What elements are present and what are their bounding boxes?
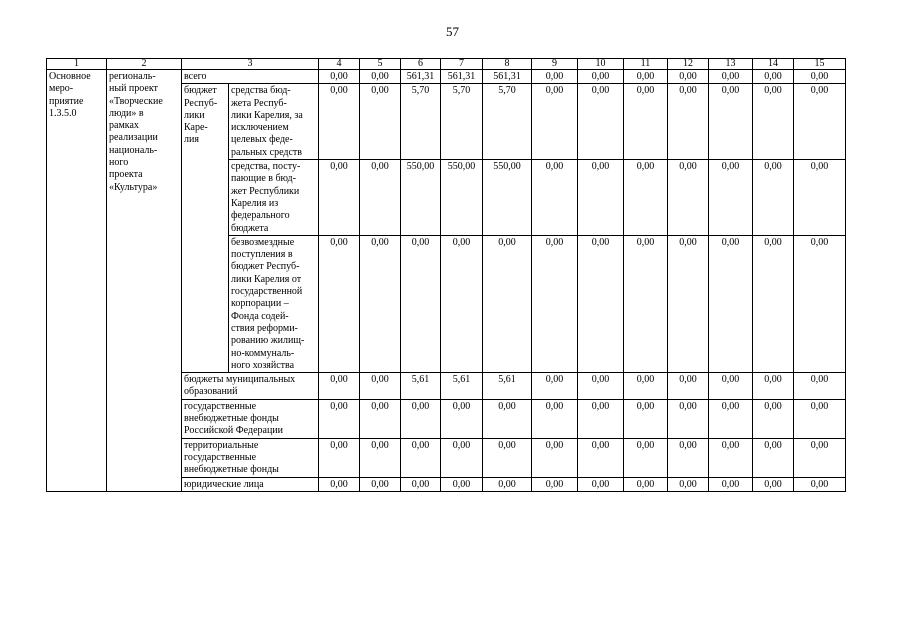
value-cell: 0,00 [794,399,846,438]
value-cell: 0,00 [532,235,578,372]
value-cell: 550,00 [401,160,441,236]
value-cell: 0,00 [319,235,360,372]
value-cell: 0,00 [753,84,794,160]
value-cell: 0,00 [794,438,846,477]
value-cell: 5,70 [401,84,441,160]
row-label: средства бюд- жета Респуб- лики Карелия, за исключением целевых феде- ральных средств [229,84,319,160]
value-cell: 0,00 [401,438,441,477]
row-label: средства, посту- пающие в бюд- жет Республики Карелия из федерального бюджета [229,160,319,236]
value-cell: 5,61 [483,373,532,400]
header-cell: 7 [441,59,483,70]
page-number: 57 [446,24,459,39]
value-cell: 0,00 [401,477,441,491]
value-cell: 0,00 [401,399,441,438]
header-cell: 8 [483,59,532,70]
value-cell: 0,00 [753,160,794,236]
value-cell: 0,00 [794,235,846,372]
header-cell: 6 [401,59,441,70]
value-cell: 0,00 [319,399,360,438]
value-cell: 0,00 [360,84,401,160]
value-cell: 0,00 [709,84,753,160]
header-cell: 15 [794,59,846,70]
value-cell: 0,00 [319,70,360,84]
value-cell: 0,00 [794,84,846,160]
value-cell: 0,00 [578,235,624,372]
value-cell: 0,00 [532,477,578,491]
header-cell: 5 [360,59,401,70]
value-cell: 0,00 [441,438,483,477]
value-cell: 0,00 [753,399,794,438]
value-cell: 0,00 [753,235,794,372]
value-cell: 0,00 [578,84,624,160]
value-cell: 0,00 [668,399,709,438]
value-cell: 0,00 [319,373,360,400]
project-name-cell: региональ- ный проект «Творческие люди» в рамках реализации националь- ного проекта «Культура» [107,70,182,492]
value-cell: 0,00 [753,477,794,491]
value-cell: 0,00 [794,477,846,491]
value-cell: 0,00 [709,438,753,477]
row-label: бюджеты муниципальных образований [182,373,319,400]
row-label: безвозмездные поступления в бюджет Респуб- лики Карелия от государственной корпорации – Фонда содей- ствия реформи- рованию жилищ- но-коммуналь- ного хозяйства [229,235,319,372]
budget-table [46,58,846,492]
value-cell: 0,00 [401,235,441,372]
row-label: всего [182,70,319,84]
header-cell: 2 [107,59,182,70]
value-cell: 0,00 [483,235,532,372]
value-cell: 0,00 [532,373,578,400]
budget-group-cell: бюджет Респуб- лики Каре- лия [182,84,229,373]
value-cell: 0,00 [441,235,483,372]
value-cell: 0,00 [753,70,794,84]
value-cell: 0,00 [360,160,401,236]
header-cell: 12 [668,59,709,70]
value-cell: 0,00 [668,160,709,236]
header-row [47,59,846,70]
value-cell: 0,00 [532,399,578,438]
value-cell: 0,00 [624,84,668,160]
value-cell: 0,00 [360,373,401,400]
value-cell: 0,00 [532,84,578,160]
value-cell: 0,00 [709,399,753,438]
value-cell: 0,00 [709,160,753,236]
value-cell: 0,00 [483,477,532,491]
value-cell: 0,00 [578,477,624,491]
value-cell: 0,00 [360,477,401,491]
value-cell: 0,00 [532,70,578,84]
value-cell: 5,61 [441,373,483,400]
activity-name-cell: Основное меро- приятие 1.3.5.0 [47,70,107,492]
value-cell: 0,00 [578,70,624,84]
header-cell: 4 [319,59,360,70]
row-label: государственные внебюджетные фонды Российской Федерации [182,399,319,438]
value-cell: 0,00 [794,160,846,236]
value-cell: 0,00 [709,235,753,372]
value-cell: 0,00 [624,373,668,400]
value-cell: 561,31 [401,70,441,84]
value-cell: 0,00 [668,477,709,491]
value-cell: 0,00 [668,438,709,477]
value-cell: 0,00 [709,373,753,400]
value-cell: 0,00 [624,438,668,477]
value-cell: 0,00 [794,70,846,84]
value-cell: 0,00 [578,438,624,477]
value-cell: 0,00 [360,235,401,372]
value-cell: 0,00 [668,235,709,372]
header-cell: 11 [624,59,668,70]
value-cell: 5,61 [401,373,441,400]
value-cell: 0,00 [532,438,578,477]
row-label: юридические лица [182,477,319,491]
header-cell: 10 [578,59,624,70]
value-cell: 0,00 [319,438,360,477]
value-cell: 550,00 [483,160,532,236]
value-cell: 0,00 [578,160,624,236]
value-cell: 0,00 [794,373,846,400]
value-cell: 0,00 [360,70,401,84]
value-cell: 0,00 [483,438,532,477]
value-cell: 561,31 [441,70,483,84]
row-label: территориальные государственные внебюджетные фонды [182,438,319,477]
header-cell: 14 [753,59,794,70]
value-cell: 561,31 [483,70,532,84]
value-cell: 0,00 [441,477,483,491]
value-cell: 0,00 [319,84,360,160]
value-cell: 0,00 [709,477,753,491]
header-cell: 1 [47,59,107,70]
value-cell: 0,00 [668,70,709,84]
value-cell: 0,00 [668,373,709,400]
header-cell: 9 [532,59,578,70]
value-cell: 0,00 [319,477,360,491]
value-cell: 0,00 [709,70,753,84]
value-cell: 5,70 [441,84,483,160]
header-cell: 13 [709,59,753,70]
value-cell: 0,00 [360,438,401,477]
value-cell: 0,00 [319,160,360,236]
value-cell: 0,00 [624,70,668,84]
value-cell: 0,00 [578,399,624,438]
value-cell: 0,00 [624,399,668,438]
value-cell: 0,00 [360,399,401,438]
value-cell: 0,00 [624,477,668,491]
value-cell: 0,00 [668,84,709,160]
value-cell: 0,00 [624,160,668,236]
value-cell: 550,00 [441,160,483,236]
value-cell: 0,00 [624,235,668,372]
value-cell: 0,00 [441,399,483,438]
header-cell: 3 [182,59,319,70]
table-row [47,70,846,84]
value-cell: 0,00 [578,373,624,400]
value-cell: 0,00 [532,160,578,236]
value-cell: 0,00 [753,438,794,477]
value-cell: 0,00 [483,399,532,438]
value-cell: 5,70 [483,84,532,160]
value-cell: 0,00 [753,373,794,400]
